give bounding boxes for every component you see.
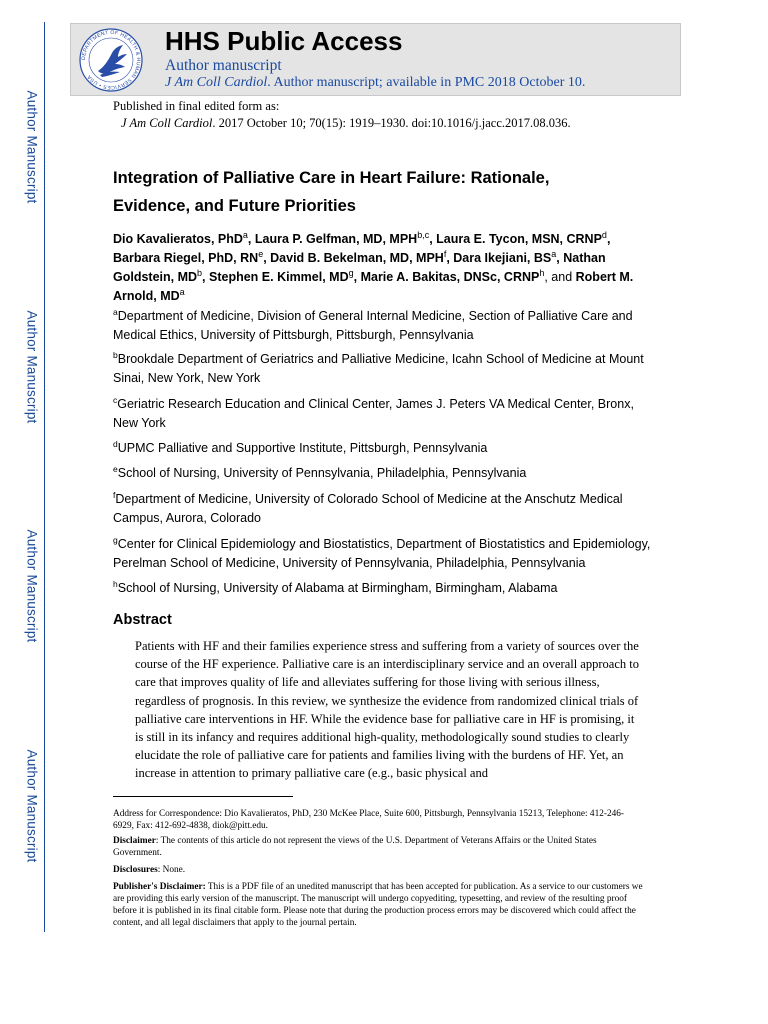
author-name: David B. Bekelman, MD, MPH [270,251,444,265]
author-affiliation-marker: b,c [417,229,430,240]
affiliation-item [113,395,658,432]
author-separator: , [429,232,437,246]
affiliation-item [113,535,658,572]
affiliation-marker: h [113,578,118,589]
disclosures-footnote: Disclosures: None. [113,865,186,875]
author-list [113,230,653,306]
svg-text:DEPARTMENT OF HEALTH & HUMAN S: DEPARTMENT OF HEALTH & HUMAN SERVICES • USA [80,29,142,91]
author-separator: , [606,232,611,246]
author-affiliation-marker: a [551,248,557,259]
affiliation-text: Brookdale Department of Geriatrics and Palliative Medicine, Icahn School of Medicine at Mount Sinai, New York, New York [113,352,644,385]
affiliation-item [113,579,658,598]
correspondence-footnote: Address for Correspondence: Dio Kavalieratos, PhD, 230 McKee Place, Suite 600, Pittsburgh, Pennsylvania 15213, Telephone: 412-246-6929, Fax: 412-692-4838, diok@pitt.edu. [113,809,625,831]
affiliation-text: Center for Clinical Epidemiology and Biostatistics, Department of Biostatistics and Epidemiology, Perelman School of Medicine, University of Pennsylvania, Philadelphia, Pennsylvania [113,537,651,570]
author-name: Robert M. Arnold, MD [113,270,634,303]
author-name: Stephen E. Kimmel, MD [209,270,349,284]
author-name: Barbara Riegel, PhD, RN [113,251,259,265]
author-affiliation-marker: h [539,267,545,278]
author-affiliation-marker: a [242,229,248,240]
abstract-heading: Abstract [113,612,172,628]
affiliation-text: Geriatric Research Education and Clinical Center, James J. Peters VA Medical Center, Bronx, New York [113,397,634,430]
abstract-text: Patients with HF and their families experience stress and suffering from a variety of sources over the course of the HF experience. Palliative care is an interdisciplinary service and an overall approach to care that improves quality of life and alleviates suffering for those living with serious illness, regardless of prognosis. In this review, we synthesize the evidence from randomized clinical trials of palliative care interventions in HF. While the evidence base for palliative care in HF is promising, it is still in its infancy and requires additional high-quality, methodologically sound studies to clearly elucidate the role of palliative care for patients and families living with the burdens of HF. Yet, an increase in attention to primary palliative care (e.g., basic physical and [135,639,639,781]
footnote-divider [113,796,293,797]
affiliation-text: School of Nursing, University of Alabama at Birmingham, Birmingham, Alabama [117,581,558,595]
affiliation-item [113,439,658,458]
author-name: Laura E. Tycon, MSN, CRNP [436,232,602,246]
affiliation-marker: f [113,489,116,500]
affiliation-text: UPMC Palliative and Supportive Institute, Pittsburgh, Pennsylvania [117,441,488,455]
pmc-citation: J Am Coll Cardiol. Author manuscript; available in PMC 2018 October 10. [165,75,586,90]
published-label: Published in final edited form as: [113,99,280,113]
affiliation-text: Department of Medicine, Division of General Internal Medicine, Section of Palliative Care and Medical Ethics, University of Pittsburgh, Pittsburgh, Pennsylvania [113,309,633,342]
author-separator: , [263,251,271,265]
author-name: Dara Ikejiani, BS [453,251,552,265]
author-separator: , [247,232,255,246]
affiliation-item [113,350,658,387]
affiliation-marker: g [113,534,118,545]
affiliation-item [113,490,658,527]
author-affiliation-marker: e [258,248,264,259]
author-affiliation-marker: g [348,267,354,278]
publisher-disclaimer-footnote: Publisher's Disclaimer: This is a PDF file of an unedited manuscript that has been accepted for publication. As a service to our customers we are providing this early version of the manuscript. The manuscript will undergo copyediting, typesetting, and review of the resulting proof before it is published in its final citable form. Please note that during the production process errors may be discovered which could affect the content, and all legal disclaimers that apply to the journal pertain. [113,882,643,928]
affiliation-marker: a [113,306,118,317]
author-separator: , [556,251,564,265]
article-title: Integration of Palliative Care in Heart Failure: Rationale, Evidence, and Future Priorities [113,169,550,215]
author-affiliation-marker: a [179,286,185,297]
author-separator: , [446,251,454,265]
margin-rule [44,22,45,932]
author-name: Marie A. Bakitas, DNSc, CRNP [360,270,540,284]
author-affiliation-marker: f [443,248,447,259]
affiliation-text: School of Nursing, University of Pennsylvania, Philadelphia, Pennsylvania [117,466,527,480]
disclaimer-footnote: Disclaimer: The contents of this article do not represent the views of the U.S. Department of Veterans Affairs or the United States Government. [113,836,597,858]
affiliation-text: Department of Medicine, University of Colorado School of Medicine at the Anschutz Medical Campus, Aurora, Colorado [113,492,623,525]
author-name: Dio Kavalieratos, PhD [113,232,243,246]
affiliation-marker: c [113,394,118,405]
author-name: Nathan Goldstein, MD [113,251,606,284]
affiliation-item [113,307,658,344]
affiliation-marker: d [113,438,118,449]
hhs-seal-logo [78,27,144,93]
affiliation-item [113,464,658,483]
author-manuscript-label: Author manuscript [165,57,282,74]
author-separator: , [353,270,361,284]
published-citation: J Am Coll Cardiol. 2017 October 10; 70(15): 1919–1930. doi:10.1016/j.jacc.2017.08.036. [121,116,571,130]
author-name: Laura P. Gelfman, MD, MPH [254,232,418,246]
author-affiliation-marker: d [601,229,607,240]
author-affiliation-marker: b [197,267,203,278]
author-separator: , [202,270,209,284]
affiliation-marker: b [113,349,118,360]
author-separator: , and [544,270,576,284]
hhs-public-access-title: HHS Public Access [165,26,403,56]
affiliation-marker: e [113,463,118,474]
